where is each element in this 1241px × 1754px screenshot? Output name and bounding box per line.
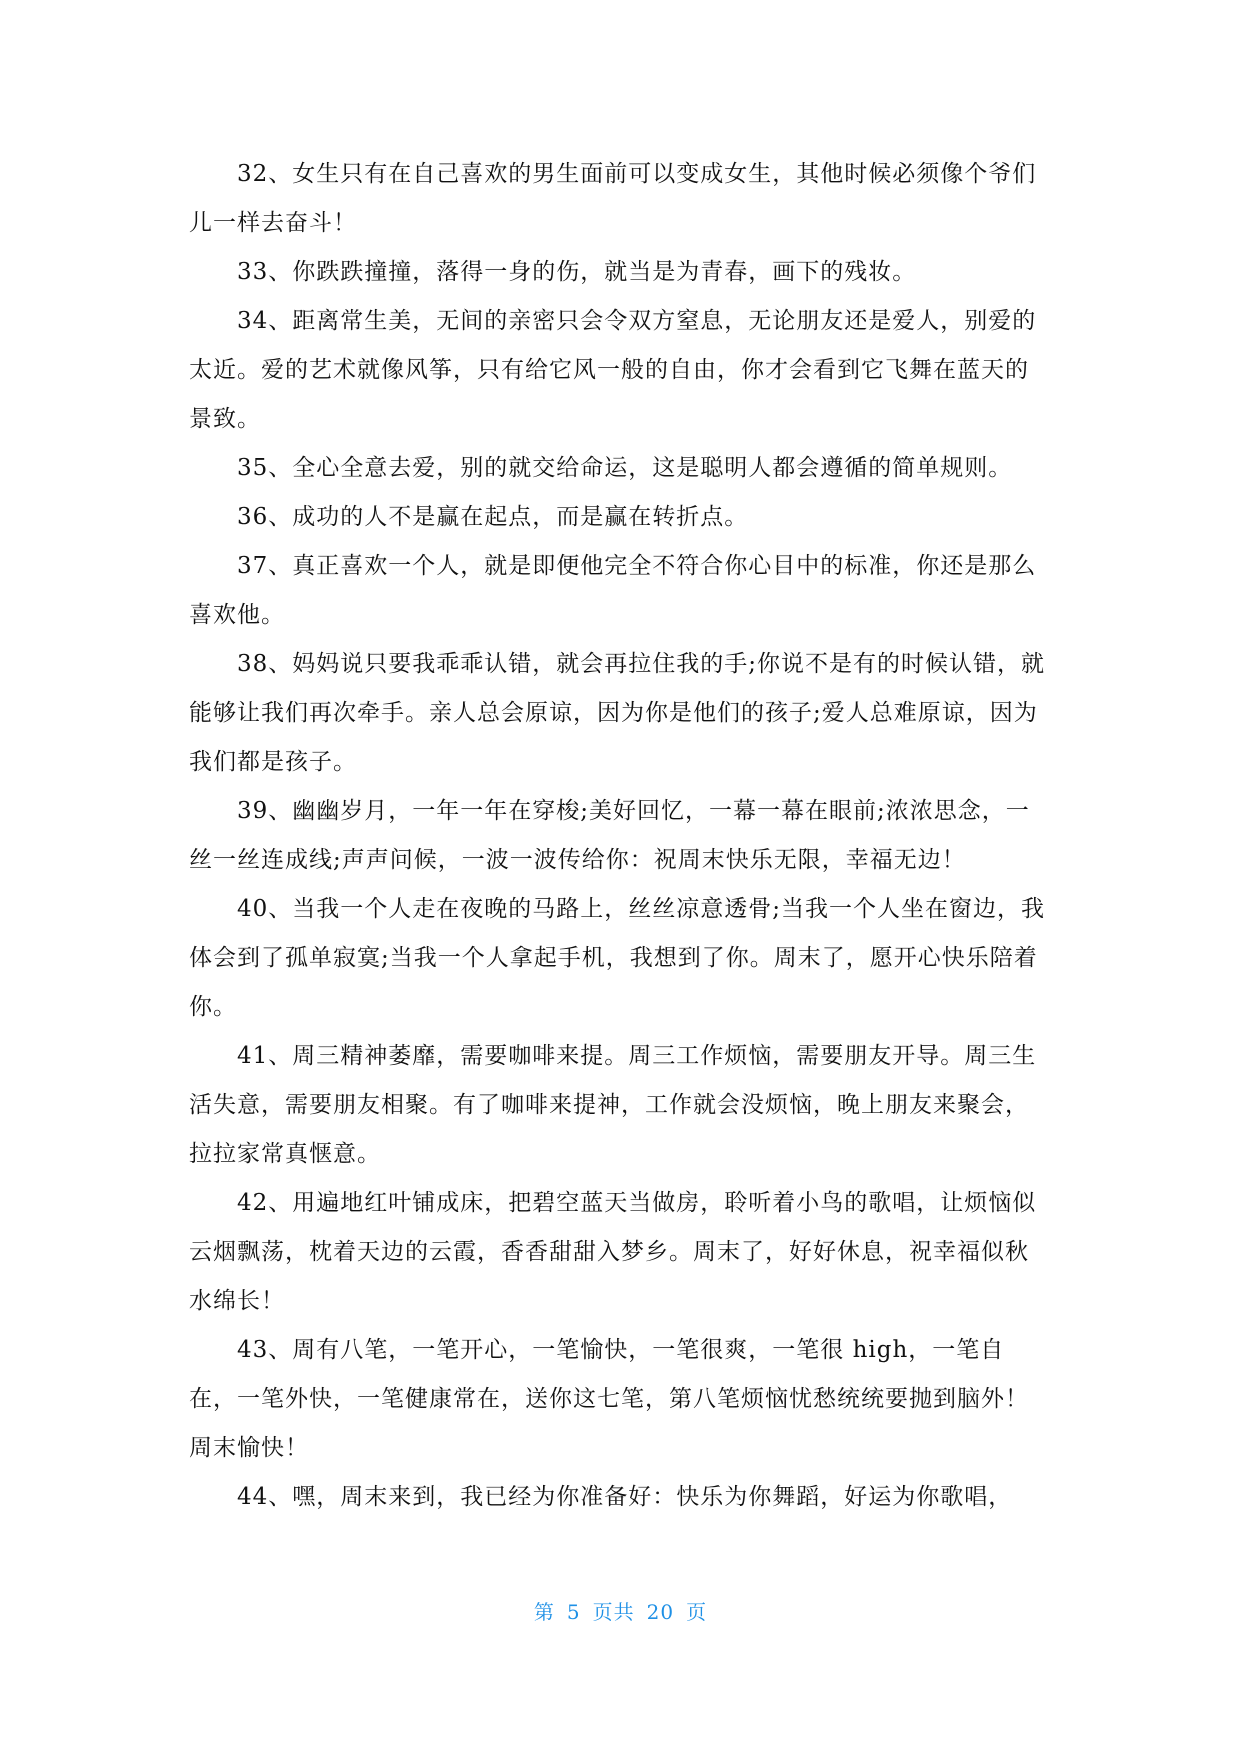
footer-total-pages: 20 [646, 1600, 675, 1624]
paragraph-36: 36、成功的人不是赢在起点，而是赢在转折点。 [237, 504, 749, 530]
footer-middle: 页共 [592, 1600, 635, 1624]
paragraph-41: 41、周三精神萎靡，需要咖啡来提。周三工作烦恼，需要朋友开导。周三生活失意，需要朋友相聚。有了咖啡来提神，工作就会没烦恼，晚上朋友来聚会，拉拉家常真惬意。 [189, 1043, 1037, 1167]
paragraph-37: 37、真正喜欢一个人，就是即便他完全不符合你心目中的标准，你还是那么喜欢他。 [189, 553, 1037, 628]
paragraph-35: 35、全心全意去爱，别的就交给命运，这是聪明人都会遵循的简单规则。 [237, 455, 1013, 481]
footer-prefix: 第 [533, 1600, 555, 1624]
paragraph-39: 39、幽幽岁月，一年一年在穿梭;美好回忆，一幕一幕在眼前;浓浓思念，一丝一丝连成线;声声问候，一波一波传给你：祝周末快乐无限，幸福无边！ [189, 798, 1030, 873]
paragraph-38: 38、妈妈说只要我乖乖认错，就会再拉住我的手;你说不是有的时候认错，就能够让我们再次牵手。亲人总会原谅，因为你是他们的孩子;爱人总难原谅，因为我们都是孩子。 [189, 651, 1046, 775]
paragraph-40: 40、当我一个人走在夜晚的马路上，丝丝凉意透骨;当我一个人坐在窗边，我体会到了孤单寂寞;当我一个人拿起手机，我想到了你。周末了，愿开心快乐陪着你。 [189, 896, 1046, 1020]
paragraph-43: 43、周有八笔，一笔开心，一笔愉快，一笔很爽，一笔很 high，一笔自在，一笔外快，一笔健康常在，送你这七笔，第八笔烦恼忧愁统统要抛到脑外！周末愉快！ [189, 1337, 1029, 1461]
document-body [189, 150, 1049, 1522]
paragraph-32: 32、女生只有在自己喜欢的男生面前可以变成女生，其他时候必须像个爷们儿一样去奋斗！ [189, 161, 1037, 236]
paragraph-34: 34、距离常生美，无间的亲密只会令双方窒息，无论朋友还是爱人，别爱的太近。爱的艺术就像风筝，只有给它风一般的自由，你才会看到它飞舞在蓝天的景致。 [189, 308, 1037, 432]
footer-page-number: 5 [566, 1600, 581, 1624]
paragraph-44: 44、嘿，周末来到，我已经为你准备好：快乐为你舞蹈，好运为你歌唱， [237, 1484, 1013, 1510]
page-footer [0, 1596, 1241, 1625]
paragraph-33: 33、你跌跌撞撞，落得一身的伤，就当是为青春，画下的残妆。 [237, 259, 917, 285]
paragraph-42: 42、用遍地红叶铺成床，把碧空蓝天当做房，聆听着小鸟的歌唱，让烦恼似云烟飘荡，枕着天边的云霞，香香甜甜入梦乡。周末了，好好休息，祝幸福似秋水绵长！ [189, 1190, 1037, 1314]
footer-suffix: 页 [686, 1600, 708, 1624]
